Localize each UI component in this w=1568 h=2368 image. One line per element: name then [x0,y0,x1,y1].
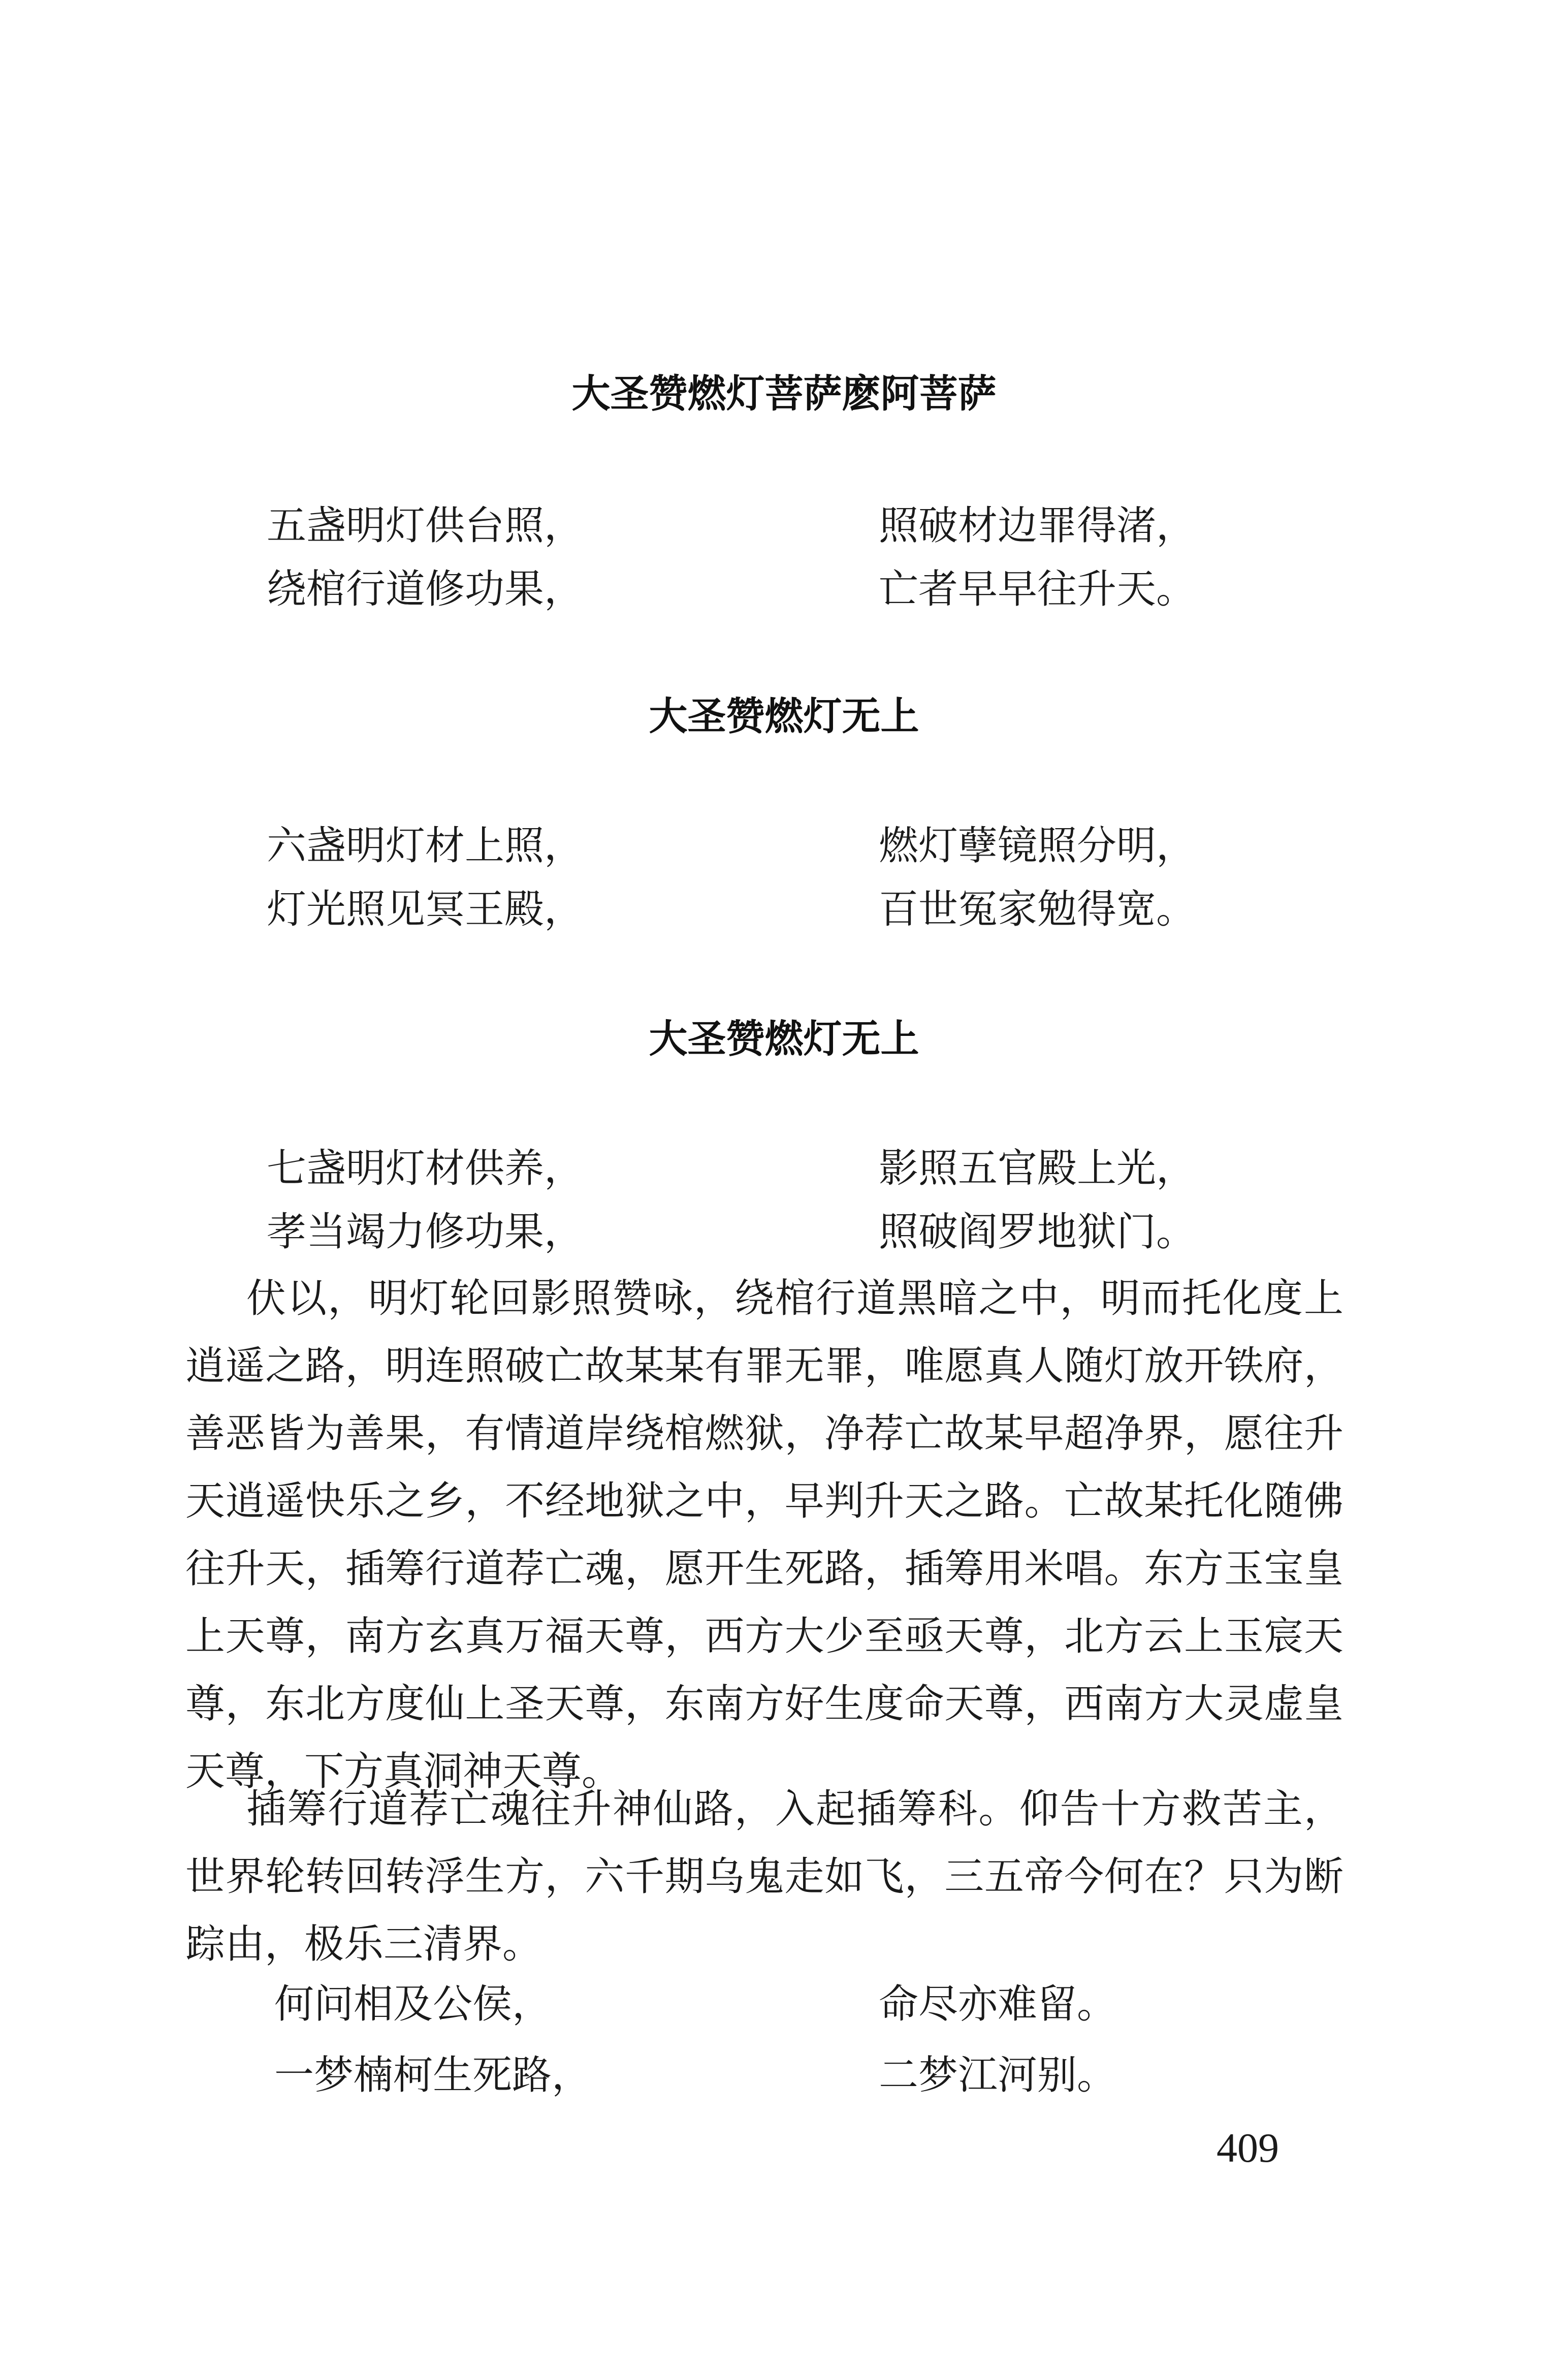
verse-right: 亡者早早往升天。 [879,566,1196,612]
verse-right: 二梦江河别。 [879,2053,1117,2098]
verse-left: 七盏明灯材供养， [267,1146,584,1191]
verse-right: 照破材边罪得渚， [879,503,1196,549]
verse-left: 绕棺行道修功果， [267,566,584,612]
verse-left: 孝当竭力修功果， [267,1209,584,1255]
verse-right: 百世冤家勉得宽。 [879,887,1196,932]
section-heading-1: 大圣赞燃灯菩萨麽阿菩萨 [571,371,997,416]
section-heading-2: 大圣赞燃灯无上 [649,693,919,739]
verse-left: 灯光照见冥王殿， [267,887,584,932]
verse-right: 影照五官殿上光， [879,1146,1196,1191]
verse-right: 燃灯孽镜照分明， [879,823,1196,869]
body-paragraph-1: 伏以，明灯轮回影照赞咏，绕棺行道黑暗之中，明而托化度上逍遥之路，明连照破亡故某某有罪无罪，唯愿真人随灯放开铁府，善恶皆为善果，有情道岸绕棺燃狱，净荐亡故某早超净界，愿往升天逍遥快乐之乡，不经地狱之中，早判升天之路。亡故某托化随佛往升天，插筹行道荐亡魂，愿开生死路，插筹用米唱。东方玉宝皇上天尊，南方玄真万福天尊，西方大少至亟天尊，北方云上玉宸天尊，东北方度仙上圣天尊，东南方好生度命天尊，西南方大灵虚皇天尊，下方真洞神天尊。 [185,1276,1343,1794]
verse-right: 照破阎罗地狱门。 [879,1209,1196,1255]
verse-left: 六盏明灯材上照， [267,823,584,869]
section-heading-3: 大圣赞燃灯无上 [649,1016,919,1061]
page-number: 409 [1217,2125,1279,2171]
verse-left: 何问相及公侯， [274,1981,552,2027]
body-paragraph-2: 插筹行道荐亡魂往升神仙路，入起插筹科。仰告十方救苦主，世界轮转回转浮生方，六千期乌鬼走如飞，三五帝今何在？只为断踪由，极乐三清界。 [185,1786,1343,1967]
verse-right: 命尽亦难留。 [879,1981,1117,2027]
verse-left: 一梦楠柯生死路， [274,2053,592,2098]
verse-left: 五盏明灯供台照， [267,503,584,549]
